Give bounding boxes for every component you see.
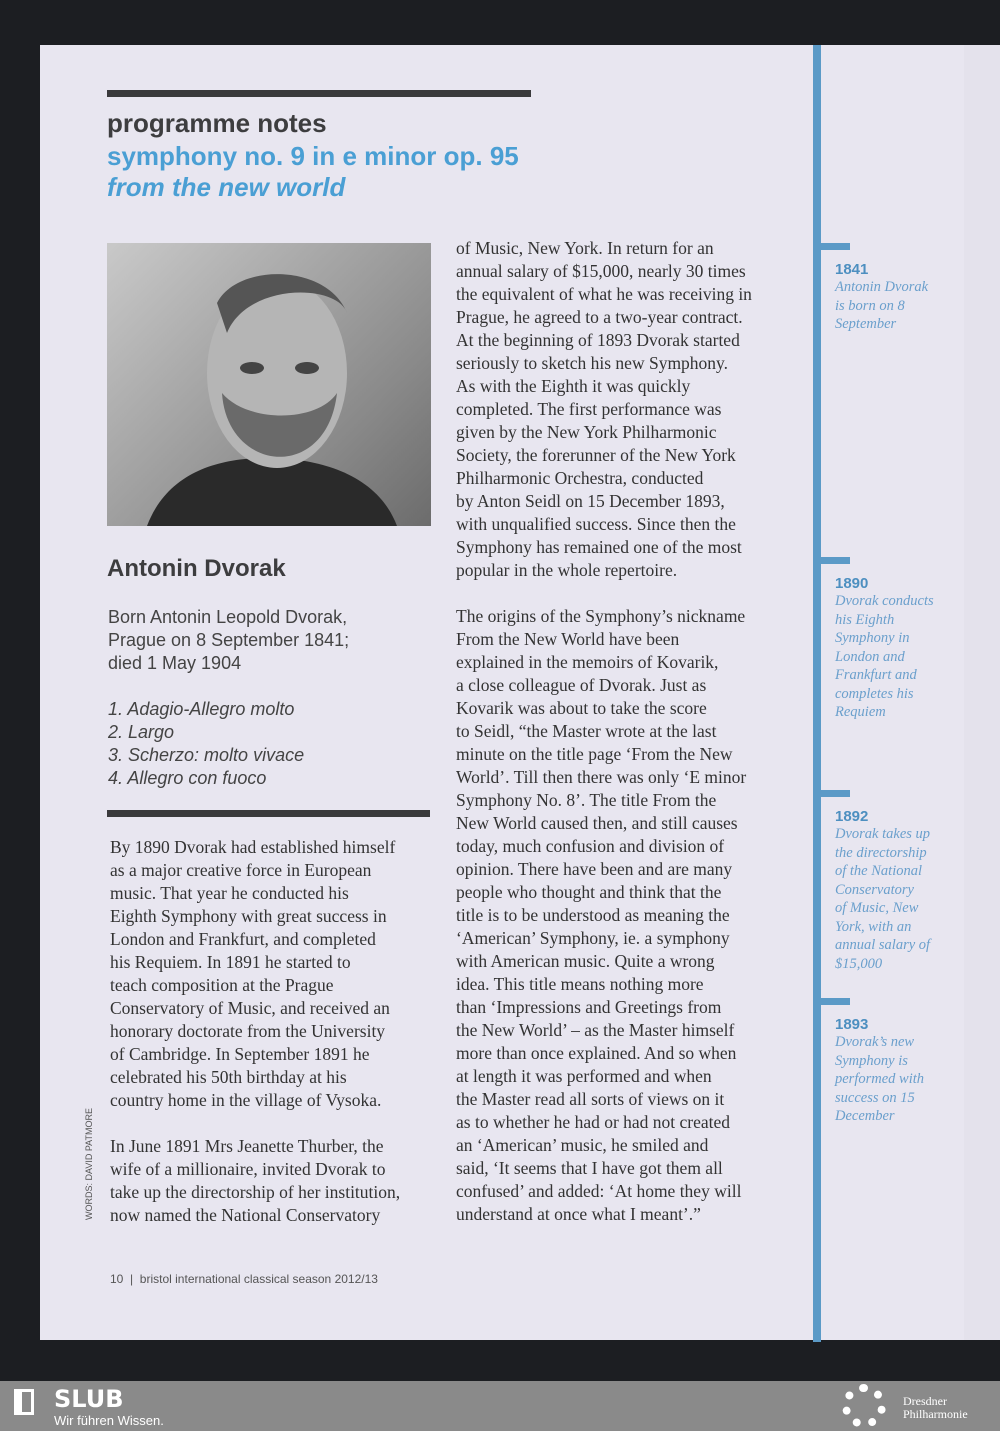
text-line: seriously to sketch his new Symphony.: [456, 353, 729, 373]
text-line: as to whether he had or had not created: [456, 1112, 731, 1132]
paragraph: [456, 605, 752, 1226]
text-line: explained in the memoirs of Kovarik,: [456, 652, 719, 672]
timeline-marker: [813, 243, 850, 250]
text-line: country home in the village of Vysoka.: [110, 1090, 382, 1110]
partner-line: Philharmonie: [903, 1407, 968, 1421]
paragraph: [110, 836, 400, 1112]
timeline-text: Conservatory: [835, 881, 914, 898]
author-credit: WORDS: DAVID PATMORE: [84, 1107, 94, 1220]
timeline-year: 1893: [835, 1016, 869, 1033]
timeline-marker: [813, 557, 850, 564]
timeline-text: the directorship: [835, 844, 927, 861]
movement: 1. Adagio-Allegro molto: [108, 699, 295, 719]
movement: 2. Largo: [108, 722, 175, 742]
timeline-line: [813, 45, 821, 1342]
text-line: given by the New York Philharmonic: [456, 422, 717, 442]
text-line: Symphony has remained one of the most: [456, 537, 742, 557]
text-line: celebrated his 50th birthday at his: [110, 1067, 347, 1087]
text-line: In June 1891 Mrs Jeanette Thurber, the: [110, 1136, 384, 1156]
text-line: Philharmonic Orchestra, conducted: [456, 468, 704, 488]
timeline-year: 1890: [835, 575, 869, 592]
timeline-text: York, with an: [835, 918, 912, 935]
section-divider: [107, 810, 430, 817]
timeline-text: Frankfurt and: [835, 667, 917, 683]
text-line: music. That year he conducted his: [110, 883, 349, 903]
text-line: New World caused then, and still causes: [456, 813, 738, 833]
slub-logo-icon: [14, 1389, 34, 1415]
text-line: Prague, he agreed to a two-year contract.: [456, 307, 743, 327]
slub-logo: SLUB: [54, 1385, 124, 1413]
text-line: confused’ and added: ‘At home they will: [456, 1181, 742, 1201]
text-line: title is to be understood as meaning the: [456, 905, 730, 925]
page-title: symphony no. 9 in e minor op. 95: [107, 141, 519, 171]
timeline-text: Antonin Dvorak: [835, 279, 929, 295]
adjacent-page-edge: [964, 45, 1000, 1340]
timeline-text: performed with: [835, 1071, 925, 1087]
text-line: popular in the whole repertoire.: [456, 560, 678, 580]
bio-line: Born Antonin Leopold Dvorak,: [108, 607, 348, 627]
text-line: now named the National Conservatory: [110, 1205, 381, 1225]
philharmonie-logo-icon: [842, 1384, 886, 1428]
timeline-marker: [813, 998, 850, 1005]
text-line: The origins of the Symphony’s nickname: [456, 606, 746, 626]
timeline-text: Symphony is: [835, 1052, 908, 1069]
timeline-text: of Music, New: [835, 900, 919, 916]
right-column: [456, 237, 752, 1249]
text-line: as a major creative force in European: [110, 860, 372, 880]
timeline-text: success on 15: [835, 1089, 915, 1106]
text-line: the Master read all sorts of views on it: [456, 1089, 725, 1109]
timeline-text: his Eighth: [835, 611, 895, 628]
text-line: London and Frankfurt, and completed: [110, 929, 376, 949]
composer-name: Antonin Dvorak: [107, 555, 286, 582]
composer-bio: [108, 606, 349, 675]
timeline-text: September: [835, 316, 897, 332]
text-line: with unqualified success. Since then the: [456, 514, 736, 534]
text-line: Eighth Symphony with great success in: [110, 906, 387, 926]
paragraph: [456, 237, 752, 582]
movement: 4. Allegro con fuoco: [108, 768, 267, 788]
timeline-year: 1892: [835, 808, 869, 825]
timeline-text: annual salary of: [835, 937, 931, 953]
bio-line: Prague on 8 September 1841;: [108, 630, 350, 650]
timeline-entry: [835, 575, 955, 722]
archive-bar: [0, 1381, 1000, 1431]
text-line: World’. Till then there was only ‘E minor: [456, 767, 747, 787]
text-line: Society, the forerunner of the New York: [456, 445, 736, 465]
timeline-entry: [835, 808, 955, 973]
text-line: As with the Eighth it was quickly: [456, 376, 691, 396]
text-line: with American music. Quite a wrong: [456, 951, 715, 971]
text-line: more than once explained. And so when: [456, 1043, 737, 1063]
timeline-text: London and: [835, 648, 905, 665]
text-line: At the beginning of 1893 Dvorak started: [456, 330, 740, 350]
left-column: [110, 836, 400, 1250]
timeline-text: Dvorak takes up: [835, 826, 931, 842]
timeline-text: Requiem: [835, 704, 886, 720]
text-line: By 1890 Dvorak had established himself: [110, 837, 396, 857]
bio-line: died 1 May 1904: [108, 653, 242, 673]
text-line: take up the directorship of her institution,: [110, 1182, 401, 1202]
page-subtitle: from the new world: [107, 172, 346, 202]
text-line: his Requiem. In 1891 he started to: [110, 952, 351, 972]
text-line: honorary doctorate from the University: [110, 1021, 386, 1041]
timeline-entry: [835, 1016, 955, 1126]
composer-portrait: [107, 243, 431, 526]
timeline-marker: [813, 790, 850, 797]
slub-tagline: Wir führen Wissen.: [54, 1413, 164, 1428]
text-line: wife of a millionaire, invited Dvorak to: [110, 1159, 386, 1179]
text-line: today, much confusion and division of: [456, 836, 725, 856]
text-line: From the New World have been: [456, 629, 680, 649]
movement: 3. Scherzo: molto vivace: [108, 745, 305, 765]
partner-logo: [903, 1395, 968, 1421]
section-heading: programme notes: [107, 108, 327, 138]
timeline-text: Symphony in: [835, 630, 910, 646]
timeline-text: of the National: [835, 863, 922, 879]
text-line: of Cambridge. In September 1891 he: [110, 1044, 370, 1064]
text-line: completed. The first performance was: [456, 399, 722, 419]
paragraph: [110, 1135, 400, 1227]
text-line: of Music, New York. In return for an: [456, 238, 714, 258]
text-line: the equivalent of what he was receiving in: [456, 284, 752, 304]
text-line: to Seidl, “the Master wrote at the last: [456, 721, 717, 741]
text-line: understand at once what I meant’.”: [456, 1204, 701, 1224]
text-line: teach composition at the Prague: [110, 975, 334, 995]
text-line: than ‘Impressions and Greetings from: [456, 997, 722, 1017]
text-line: said, ‘It seems that I have got them all: [456, 1158, 723, 1178]
text-line: annual salary of $15,000, nearly 30 times: [456, 261, 746, 281]
text-line: ‘American’ Symphony, ie. a symphony: [456, 928, 730, 948]
text-line: Conservatory of Music, and received an: [110, 998, 390, 1018]
text-line: idea. This title means nothing more: [456, 974, 704, 994]
timeline-year: 1841: [835, 261, 869, 278]
text-line: an ‘American’ music, he smiled and: [456, 1135, 709, 1155]
partner-line: Dresdner: [903, 1394, 947, 1408]
text-line: a close colleague of Dvorak. Just as: [456, 675, 707, 695]
timeline-entry: [835, 261, 955, 334]
timeline-text: is born on 8: [835, 297, 905, 314]
timeline-text: December: [835, 1108, 895, 1124]
timeline-text: $15,000: [835, 955, 883, 972]
timeline-text: completes his: [835, 685, 914, 702]
text-line: minute on the title page ‘From the New: [456, 744, 733, 764]
page-footer: 10 | bristol international classical season 2012/13: [110, 1272, 378, 1286]
text-line: the New World’ – as the Master himself: [456, 1020, 735, 1040]
text-line: Symphony No. 8’. The title From the: [456, 790, 717, 810]
text-line: by Anton Seidl on 15 December 1893,: [456, 491, 725, 511]
timeline-text: Dvorak conducts: [835, 593, 934, 609]
timeline-text: Dvorak’s new: [835, 1034, 915, 1050]
text-line: at length it was performed and when: [456, 1066, 712, 1086]
text-line: opinion. There have been and are many: [456, 859, 733, 879]
text-line: Kovarik was about to take the score: [456, 698, 707, 718]
movements-list: [108, 698, 304, 790]
text-line: people who thought and think that the: [456, 882, 722, 902]
top-divider: [107, 90, 531, 97]
